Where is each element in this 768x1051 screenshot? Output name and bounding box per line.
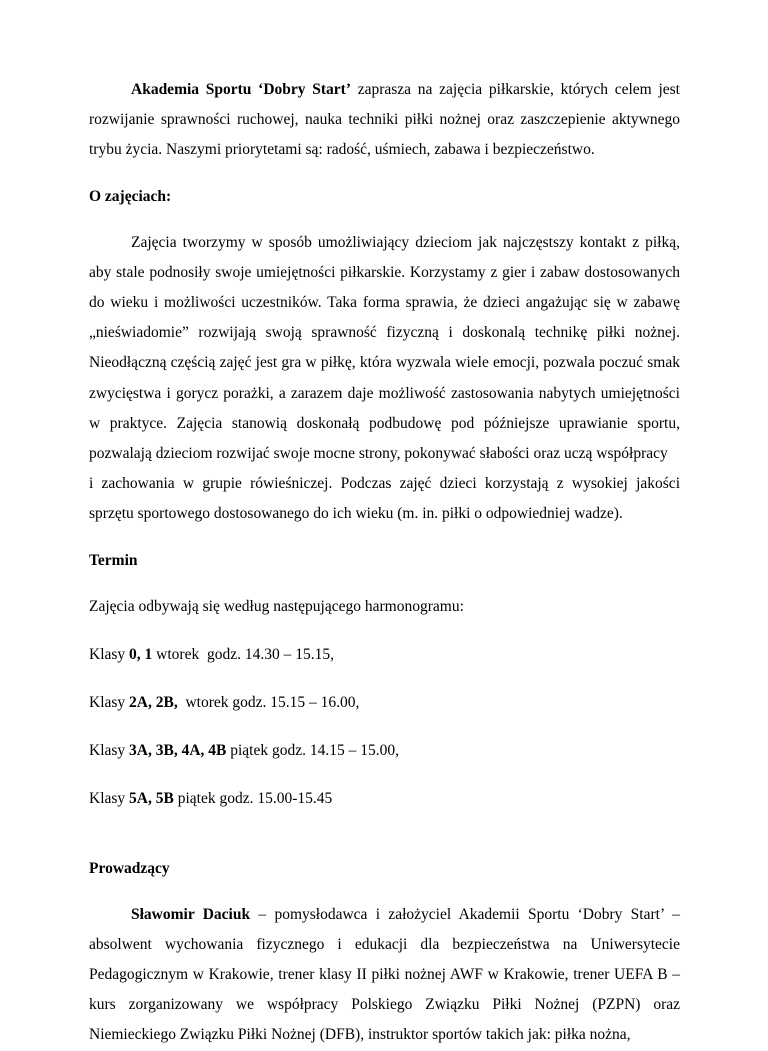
schedule-row-details: wtorek godz. 15.15 – 16.00, bbox=[177, 693, 360, 711]
schedule-heading: Termin bbox=[89, 551, 138, 569]
intro-paragraph bbox=[89, 75, 680, 166]
schedule-row bbox=[89, 736, 680, 766]
instructor-name: Sławomir Daciuk bbox=[131, 905, 251, 923]
schedule-row-details: piątek godz. 15.00-15.45 bbox=[173, 789, 333, 807]
schedule-row-classes: 5A, 5B bbox=[129, 789, 174, 807]
schedule-row-prefix: Klasy bbox=[89, 693, 130, 711]
schedule-row-details: wtorek godz. 14.30 – 15.15, bbox=[152, 645, 334, 663]
schedule-row bbox=[89, 688, 680, 718]
schedule-row-prefix: Klasy bbox=[89, 645, 130, 663]
academy-name: Akademia Sportu ‘Dobry Start’ bbox=[131, 81, 351, 98]
schedule-row bbox=[89, 640, 680, 670]
schedule-row-classes: 2A, 2B, bbox=[129, 693, 178, 711]
schedule-row-prefix: Klasy bbox=[89, 789, 130, 807]
about-paragraph: Zajęcia tworzymy w sposób umożliwiający dzieciom jak najczęstszy kontakt z piłką, aby stale podnosiły swoje umiejętności piłkarskie. Korzystamy z gier i zabaw dostosowanych do wieku i możliwości uczestników. Taka forma sprawia, że dzieci angażując się w zabawę „nieświadomie” rozwijają swoją sprawność fizyczną i doskonalą technikę piłki nożnej. Nieodłączną częścią zajęć jest gra w piłkę, która wyzwala wiele emocji, pozwala poczuć smak zwycięstwa i gorycz porażki, a zarazem daje możliwość zastosowania nabytych umiejętności w praktyce. Zajęcia stanowią doskonałą podbudowę pod późniejsze uprawianie sportu, pozwalają dzieciom rozwijać swoje mocne strony, pokonywać słabości oraz uczą współpracy bbox=[89, 233, 680, 463]
schedule-row bbox=[89, 784, 680, 814]
instructor-paragraph bbox=[89, 900, 680, 1051]
schedule-row-prefix: Klasy bbox=[89, 741, 130, 759]
about-heading: O zajęciach: bbox=[89, 187, 172, 205]
instructors-heading: Prowadzący bbox=[89, 859, 170, 877]
schedule-row-classes: 3A, 3B, 4A, 4B bbox=[129, 741, 227, 759]
schedule-row-details: piątek godz. 14.15 – 15.00, bbox=[226, 741, 400, 759]
intro-text: zaprasza na zajęcia piłkarskie, których celem jest rozwijanie sprawności ruchowej, nauka techniki piłki nożnej oraz zaszczepienie aktywnego trybu życia. Naszymi priorytetami są: radość, uśmiech, zabawa i bezpieczeństwo. bbox=[89, 81, 680, 159]
about-paragraph-continued: i zachowania w grupie rówieśniczej. Podczas zajęć dzieci korzystają z wysokiej jakości sprzętu sportowego dostosowanego do ich wieku (m. in. piłki o odpowiedniej wadze). bbox=[89, 475, 680, 523]
schedule-row-classes: 0, 1 bbox=[129, 645, 153, 663]
schedule-intro: Zajęcia odbywają się według następującego harmonogramu: bbox=[89, 597, 464, 615]
instructor-bio: – pomysłodawca i założyciel Akademii Sportu ‘Dobry Start’ – absolwent wychowania fizycznego i edukacji dla bezpieczeństwa na Uniwersytecie Pedagogicznym w Krakowie, trener klasy II piłki nożnej AWF w Krakowie, trener UEFA B – kurs zorganizowany we współpracy Polskiego Związku Piłki Nożnej (PZPN) oraz Niemieckiego Związku Piłki Nożnej (DFB), instruktor sportów takich jak: piłka nożna, bbox=[89, 905, 680, 1044]
